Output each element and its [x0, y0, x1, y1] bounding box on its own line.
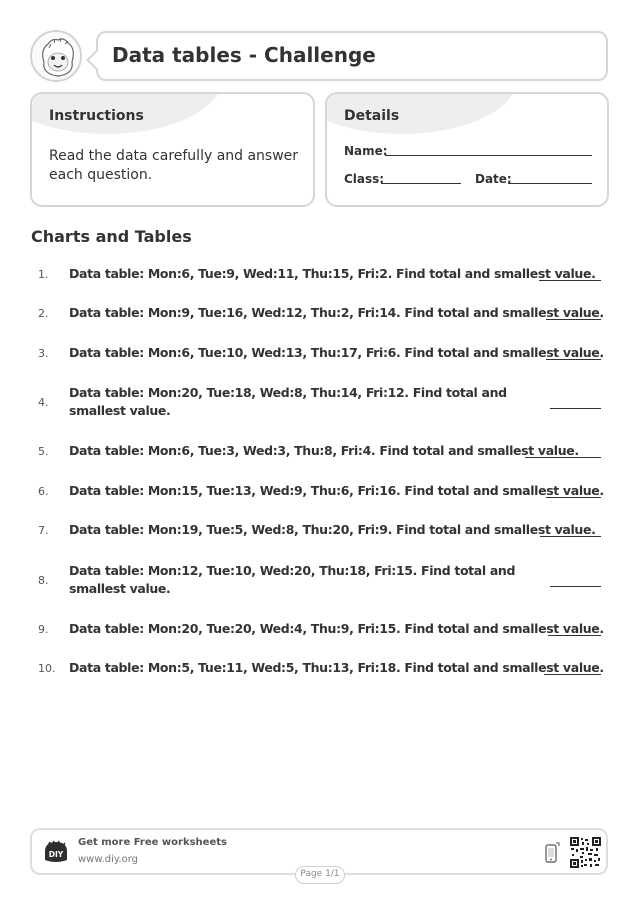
question-text: Data table: Mon:20, Tue:18, Wed:8, Thu:14, Fri:12. Find total and smallest value.	[69, 385, 507, 418]
question-number: 10.	[38, 662, 56, 675]
page-indicator: Page 1/1	[295, 866, 345, 884]
qr-code-icon	[570, 837, 601, 868]
footer-title: Get more Free worksheets	[78, 837, 227, 848]
question-number: 4.	[38, 396, 49, 409]
section-title: Charts and Tables	[31, 227, 192, 246]
answer-line[interactable]	[546, 359, 601, 360]
question-number: 7.	[38, 524, 49, 537]
details-card	[325, 92, 609, 207]
answer-line[interactable]	[550, 408, 601, 409]
question-number: 9.	[38, 623, 49, 636]
question-number: 5.	[38, 445, 49, 458]
answer-line[interactable]	[540, 536, 601, 537]
phone-app-icon	[544, 842, 560, 864]
answer-line[interactable]	[546, 319, 601, 320]
page-title: Data tables - Challenge	[112, 43, 376, 67]
details-heading: Details	[344, 108, 400, 124]
question-text: Data table: Mon:6, Tue:10, Wed:13, Thu:17, Fri:6. Find total and smallest value.	[69, 345, 604, 360]
answer-line[interactable]	[544, 674, 601, 675]
name-label: Name:	[344, 144, 388, 158]
svg-text:DIY: DIY	[48, 850, 64, 859]
instructions-heading: Instructions	[49, 108, 144, 124]
instructions-text: Read the data carefully and answer each question.	[49, 148, 299, 183]
footer-url[interactable]: www.diy.org	[78, 854, 138, 865]
question-text: Data table: Mon:15, Tue:13, Wed:9, Thu:6, Fri:16. Find total and smallest value.	[69, 483, 604, 498]
question-text: Data table: Mon:6, Tue:3, Wed:3, Thu:8, Fri:4. Find total and smallest value.	[69, 443, 579, 458]
answer-line[interactable]	[548, 635, 601, 636]
date-field[interactable]	[508, 183, 592, 184]
question-text: Data table: Mon:12, Tue:10, Wed:20, Thu:18, Fri:15. Find total and smallest value.	[69, 563, 516, 596]
answer-line[interactable]	[546, 497, 601, 498]
answer-line[interactable]	[525, 457, 601, 458]
date-label: Date:	[475, 172, 512, 186]
instructions-card	[30, 92, 315, 207]
class-field[interactable]	[381, 183, 461, 184]
yeti-mascot-icon	[30, 30, 82, 82]
name-field[interactable]	[385, 155, 592, 156]
question-text: Data table: Mon:20, Tue:20, Wed:4, Thu:9, Fri:15. Find total and smallest value.	[69, 621, 604, 636]
answer-line[interactable]	[550, 586, 601, 587]
question-number: 3.	[38, 347, 49, 360]
diy-logo-icon[interactable]	[43, 840, 69, 864]
question-text: Data table: Mon:19, Tue:5, Wed:8, Thu:20, Fri:9. Find total and smallest value.	[69, 522, 596, 537]
question-number: 6.	[38, 485, 49, 498]
question-text: Data table: Mon:9, Tue:16, Wed:12, Thu:2, Fri:14. Find total and smallest value.	[69, 305, 604, 320]
question-number: 1.	[38, 268, 49, 281]
question-number: 8.	[38, 574, 49, 587]
question-number: 2.	[38, 307, 49, 320]
title-box	[96, 31, 608, 81]
answer-line[interactable]	[539, 280, 601, 281]
question-text: Data table: Mon:6, Tue:9, Wed:11, Thu:15, Fri:2. Find total and smallest value.	[69, 266, 596, 281]
class-label: Class:	[344, 172, 385, 186]
question-text: Data table: Mon:5, Tue:11, Wed:5, Thu:13, Fri:18. Find total and smallest value.	[69, 660, 604, 675]
